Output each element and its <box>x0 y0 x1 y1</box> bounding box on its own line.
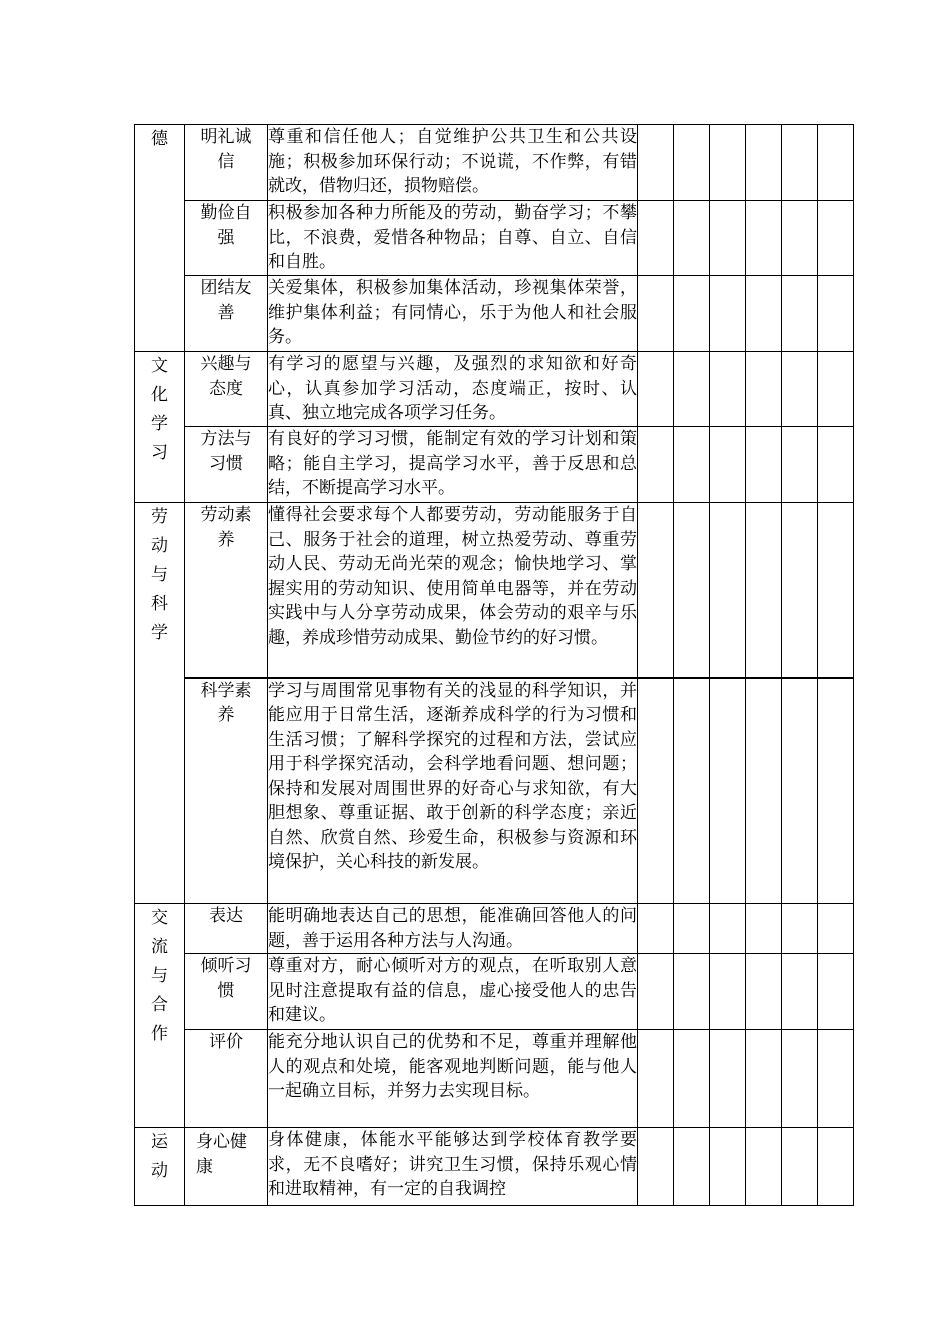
evaluation-table <box>134 124 854 1206</box>
category-cell: 运动 <box>135 1128 185 1206</box>
table-row <box>135 1030 854 1128</box>
score-cell[interactable] <box>674 276 710 352</box>
category-cell: 德 <box>135 125 185 352</box>
score-cell[interactable] <box>710 1128 746 1206</box>
score-cell[interactable] <box>710 678 746 904</box>
score-cell[interactable] <box>818 201 854 276</box>
description-cell: 有学习的愿望与兴趣，及强烈的求知欲和好奇心，认真参加学习活动，态度端正，按时、认真、独立地完成各项学习任务。 <box>268 352 638 427</box>
table-row <box>135 954 854 1030</box>
subcategory-cell: 表达 <box>185 904 268 954</box>
table-row <box>135 427 854 503</box>
subcategory-cell: 兴趣与态度 <box>185 352 268 427</box>
score-cell[interactable] <box>818 276 854 352</box>
score-cell[interactable] <box>674 904 710 954</box>
score-cell[interactable] <box>638 125 674 201</box>
score-cell[interactable] <box>818 954 854 1030</box>
description-cell: 懂得社会要求每个人都要劳动，劳动能服务于自己、服务于社会的道理，树立热爱劳动、尊重劳动人民、劳动无尚光荣的观念；愉快地学习、掌握实用的劳动知识、使用简单电器等，并在劳动实践中与人分享劳动成果，体会劳动的艰辛与乐趣，养成珍惜劳动成果、勤俭节约的好习惯。 <box>268 503 638 678</box>
score-cell[interactable] <box>818 904 854 954</box>
subcategory-cell: 劳动素养 <box>185 503 268 678</box>
score-cell[interactable] <box>638 1030 674 1128</box>
score-cell[interactable] <box>746 1128 782 1206</box>
score-cell[interactable] <box>638 954 674 1030</box>
score-cell[interactable] <box>674 201 710 276</box>
subcategory-cell: 科学素养 <box>185 678 268 904</box>
description-cell: 学习与周围常见事物有关的浅显的科学知识，并能应用于日常生活，逐渐养成科学的行为习惯和生活习惯；了解科学探究的过程和方法，尝试应用于科学探究活动，会科学地看问题、想问题；保持和发展对周围世界的好奇心与求知欲，有大胆想象、尊重证据、敢于创新的科学态度；亲近自然、欣赏自然、珍爱生命，积极参与资源和环境保护，关心科技的新发展。 <box>268 678 638 904</box>
score-cell[interactable] <box>674 503 710 678</box>
table-row <box>135 904 854 954</box>
score-cell[interactable] <box>638 904 674 954</box>
score-cell[interactable] <box>710 503 746 678</box>
score-cell[interactable] <box>746 954 782 1030</box>
category-cell: 劳动与科学 <box>135 503 185 904</box>
description-cell: 积极参加各种力所能及的劳动，勤奋学习；不攀比，不浪费，爱惜各种物品；自尊、自立、自信和自胜。 <box>268 201 638 276</box>
score-cell[interactable] <box>674 678 710 904</box>
score-cell[interactable] <box>782 503 818 678</box>
table-row <box>135 678 854 904</box>
score-cell[interactable] <box>746 125 782 201</box>
score-cell[interactable] <box>746 352 782 427</box>
score-cell[interactable] <box>746 904 782 954</box>
table-row <box>135 125 854 201</box>
score-cell[interactable] <box>674 954 710 1030</box>
subcategory-cell: 团结友善 <box>185 276 268 352</box>
subcategory-cell: 勤俭自强 <box>185 201 268 276</box>
score-cell[interactable] <box>674 352 710 427</box>
table-row <box>135 1128 854 1206</box>
subcategory-cell: 明礼诚信 <box>185 125 268 201</box>
score-cell[interactable] <box>710 201 746 276</box>
description-cell: 能明确地表达自己的思想，能准确回答他人的问题，善于运用各种方法与人沟通。 <box>268 904 638 954</box>
score-cell[interactable] <box>746 201 782 276</box>
description-cell: 关爱集体，积极参加集体活动，珍视集体荣誉，维护集体利益；有同情心，乐于为他人和社会服务。 <box>268 276 638 352</box>
score-cell[interactable] <box>782 276 818 352</box>
score-cell[interactable] <box>782 1128 818 1206</box>
score-cell[interactable] <box>638 678 674 904</box>
score-cell[interactable] <box>782 954 818 1030</box>
score-cell[interactable] <box>818 1030 854 1128</box>
score-cell[interactable] <box>638 276 674 352</box>
score-cell[interactable] <box>638 427 674 503</box>
score-cell[interactable] <box>674 427 710 503</box>
score-cell[interactable] <box>674 1128 710 1206</box>
score-cell[interactable] <box>710 1030 746 1128</box>
score-cell[interactable] <box>638 352 674 427</box>
score-cell[interactable] <box>674 1030 710 1128</box>
score-cell[interactable] <box>782 352 818 427</box>
score-cell[interactable] <box>710 276 746 352</box>
score-cell[interactable] <box>638 503 674 678</box>
score-cell[interactable] <box>818 427 854 503</box>
score-cell[interactable] <box>782 678 818 904</box>
score-cell[interactable] <box>710 427 746 503</box>
score-cell[interactable] <box>782 904 818 954</box>
score-cell[interactable] <box>818 125 854 201</box>
score-cell[interactable] <box>746 276 782 352</box>
description-cell: 能充分地认识自己的优势和不足，尊重并理解他人的观点和处境，能客观地判断问题，能与他人一起确立目标，并努力去实现目标。 <box>268 1030 638 1128</box>
score-cell[interactable] <box>710 125 746 201</box>
score-cell[interactable] <box>746 678 782 904</box>
subcategory-cell: 身心健康 <box>185 1128 268 1206</box>
score-cell[interactable] <box>746 427 782 503</box>
score-cell[interactable] <box>818 1128 854 1206</box>
description-cell: 身体健康，体能水平能够达到学校体育教学要求，无不良嗜好；讲究卫生习惯，保持乐观心情和进取精神，有一定的自我调控 <box>268 1128 638 1206</box>
score-cell[interactable] <box>710 954 746 1030</box>
score-cell[interactable] <box>782 1030 818 1128</box>
category-cell: 交流与合作 <box>135 904 185 1128</box>
table-row <box>135 352 854 427</box>
score-cell[interactable] <box>818 678 854 904</box>
score-cell[interactable] <box>674 125 710 201</box>
table-row <box>135 201 854 276</box>
score-cell[interactable] <box>638 1128 674 1206</box>
subcategory-cell: 倾听习惯 <box>185 954 268 1030</box>
score-cell[interactable] <box>746 1030 782 1128</box>
score-cell[interactable] <box>782 427 818 503</box>
table-row <box>135 276 854 352</box>
category-cell: 文化学习 <box>135 352 185 503</box>
score-cell[interactable] <box>710 904 746 954</box>
score-cell[interactable] <box>782 201 818 276</box>
score-cell[interactable] <box>782 125 818 201</box>
score-cell[interactable] <box>638 201 674 276</box>
score-cell[interactable] <box>818 352 854 427</box>
subcategory-cell: 评价 <box>185 1030 268 1128</box>
score-cell[interactable] <box>746 503 782 678</box>
score-cell[interactable] <box>818 503 854 678</box>
description-cell: 有良好的学习习惯，能制定有效的学习计划和策略；能自主学习，提高学习水平，善于反思和总结，不断提高学习水平。 <box>268 427 638 503</box>
subcategory-cell: 方法与习惯 <box>185 427 268 503</box>
description-cell: 尊重和信任他人；自觉维护公共卫生和公共设施；积极参加环保行动；不说谎，不作弊，有错就改，借物归还，损物赔偿。 <box>268 125 638 201</box>
description-cell: 尊重对方，耐心倾听对方的观点，在听取别人意见时注意提取有益的信息，虚心接受他人的忠告和建议。 <box>268 954 638 1030</box>
table-row <box>135 503 854 678</box>
score-cell[interactable] <box>710 352 746 427</box>
